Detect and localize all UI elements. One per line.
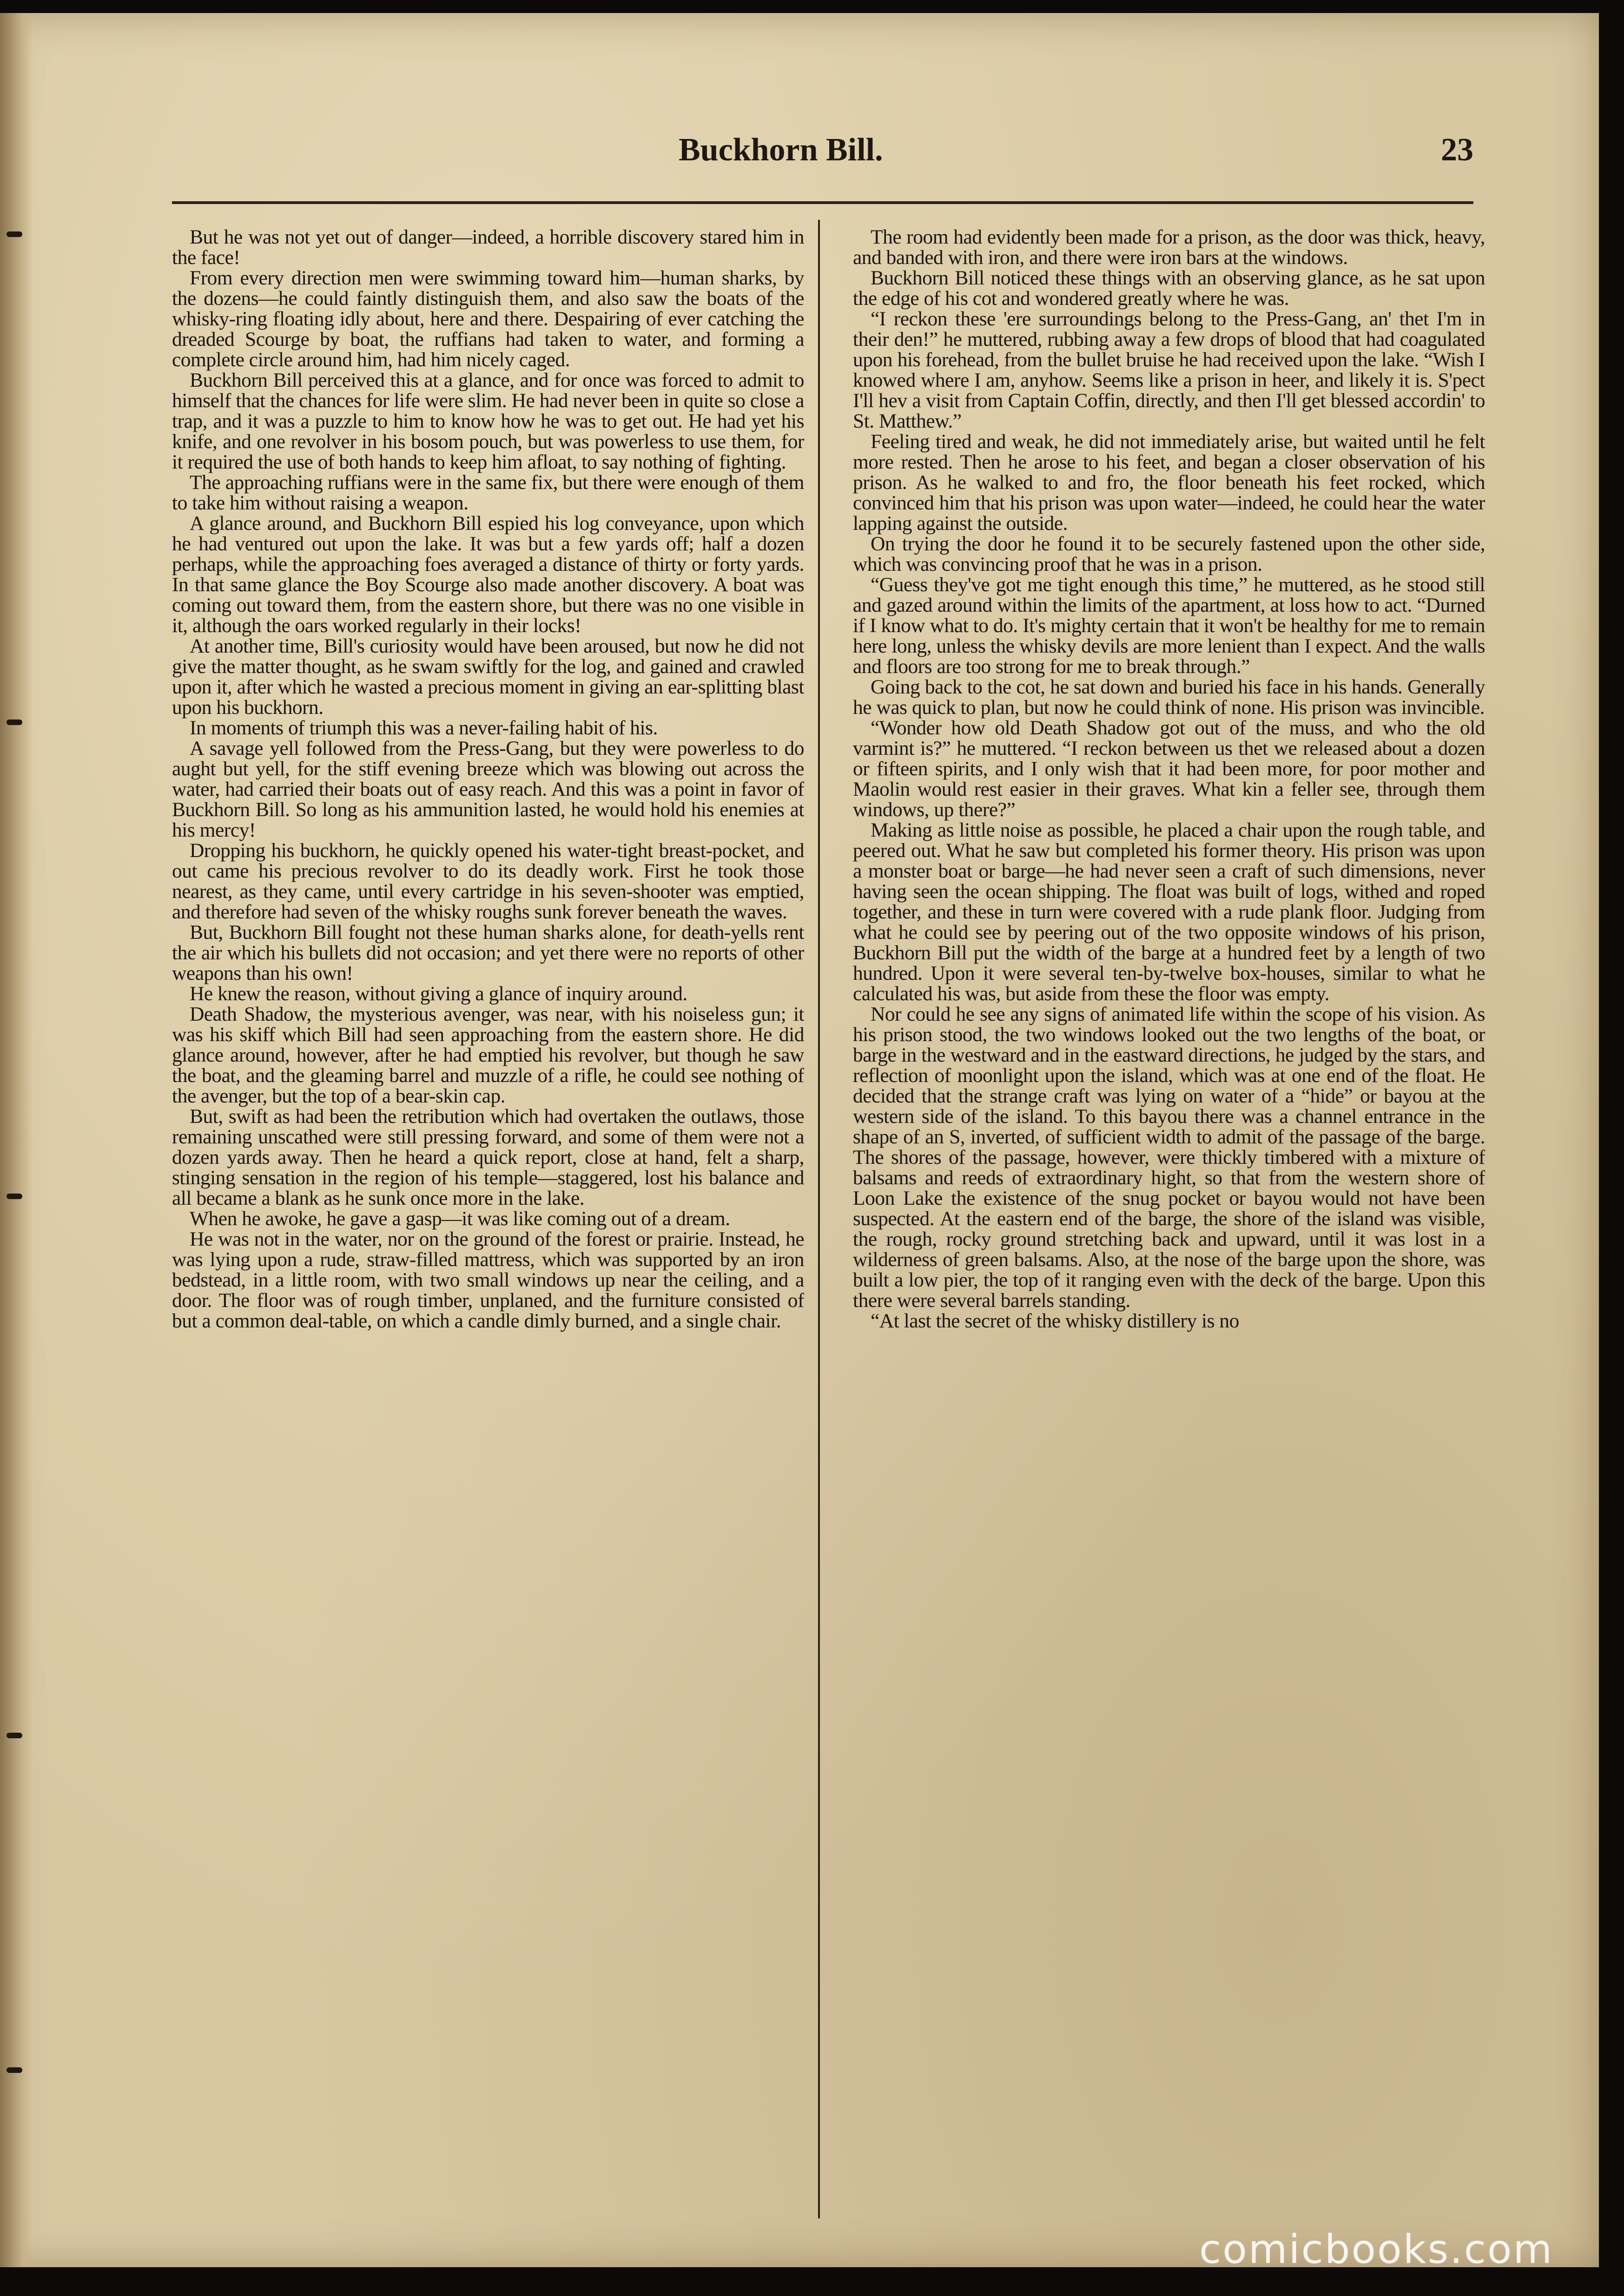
- paragraph: Making as little noise as possible, he placed a chair upon the rough table, and peered out. What he saw but completed his former theory. His prison was upon a monster boat or barge—he had never seen a craft of such dimensions, never having seen the ocean shipping. The float was built of logs, withed and roped together, and these in turn were covered with a rude plank floor. Judging from what he could see by peering out of the two opposite windows of his prison, Buckhorn Bill put the width of the barge at a hundred feet by a length of two hundred. Upon it were several ten-by-twelve box-houses, similar to what he calculated his was, but aside from these the floor was empty.: [853, 819, 1485, 1005]
- paragraph: Feeling tired and weak, he did not immediately arise, but waited until he felt more rested. Then he arose to his feet, and began a closer observation of his prison. As he walked to and fro, the floor beneath his feet rocked, which convinced him that his prison was upon water—indeed, he could hear the water lapping against the outside.: [853, 430, 1485, 534]
- paragraph: Nor could he see any signs of animated life within the scope of his vision. As his prison stood, the two windows looked out the two lengths of the boat, or barge in the westward and in the eastward directions, he judged by the stars, and reflection of moonlight upon the island, which was at one end of the float. He decided that the strange craft was lying on water of a “hide” or bayou at the western side of the island. To this bayou there was a channel entrance in the shape of an S, inverted, of sufficient width to admit of the passage of the barge. The shores of the passage, however, were thickly timbered with a mixture of balsams and reeds of extraordinary hight, so that from the western shore of Loon Lake the existence of the snug pocket or bayou would not have been suspected. At the eastern end of the barge, the shore of the island was visible, the rough, rocky ground stretching back and upward, until it was lost in a wilderness of green balsams. Also, at the nose of the barge upon the shore, was built a low pier, the top of it ranging even with the deck of the barge. Upon this there were several barrels standing.: [853, 1003, 1485, 1312]
- paragraph: Going back to the cot, he sat down and buried his face in his hands. Generally he was quick to plan, but now he could think of none. His prison was invincible.: [853, 676, 1485, 719]
- paragraph: “At last the secret of the whisky distillery is no: [871, 1310, 1239, 1332]
- paragraph: The approaching ruffians were in the same fix, but there were enough of them to take him without raising a weapon.: [172, 471, 804, 514]
- right-column: [853, 227, 1485, 2207]
- paragraph: But, Buckhorn Bill fought not these human sharks alone, for death-yells rent the air which his bullets did not occasion; and yet there were no reports of other weapons than his own!: [172, 921, 804, 984]
- binding-stitch: [7, 231, 22, 237]
- left-column: [172, 227, 804, 2207]
- book-page: [0, 13, 1599, 2267]
- page-header: [0, 132, 1599, 178]
- paragraph: When he awoke, he gave a gasp—it was like coming out of a dream.: [190, 1207, 730, 1230]
- running-title: Buckhorn Bill.: [679, 132, 883, 168]
- page-number: 23: [1441, 132, 1473, 168]
- binding-stitch: [7, 719, 22, 725]
- paragraph: “Wonder how old Death Shadow got out of the muss, and who the old varmint is?” he muttered. “I reckon between us thet we released about a dozen or fifteen spirits, and I only wish that it had been more, for poor mother and Maolin would rest easier in their graves. What kin a feller see, through them windows, up there?”: [853, 717, 1485, 821]
- paragraph: From every direction men were swimming toward him—human sharks, by the dozens—he could faintly distinguish them, and also saw the boats of the whisky-ring floating idly about, here and there. Despairing of ever catching the dreaded Scourge by boat, the ruffians had taken to water, and forming a complete circle around him, had him nicely caged.: [172, 267, 804, 371]
- column-divider: [818, 220, 820, 2218]
- paragraph: Buckhorn Bill perceived this at a glance, and for once was forced to admit to himself that the chances for life were slim. He had never been in quite so close a trap, and it was a puzzle to him to know how he was to get out. He had yet his knife, and one revolver in his bosom pouch, but was powerless to use them, for it required the use of both hands to keep him afloat, to say nothing of fighting.: [172, 369, 804, 473]
- paragraph: At another time, Bill's curiosity would have been aroused, but now he did not give the matter thought, as he swam swiftly for the log, and gained and crawled upon it, after which he wasted a precious moment in giving an ear-splitting blast upon his buckhorn.: [172, 635, 804, 719]
- paragraph: Buckhorn Bill noticed these things with an observing glance, as he sat upon the edge of his cot and wondered greatly where he was.: [853, 267, 1485, 310]
- binding-stitch: [7, 2067, 22, 2073]
- binding-edge: [0, 13, 33, 2267]
- paragraph: But he was not yet out of danger—indeed, a horrible discovery stared him in the face!: [172, 227, 804, 269]
- paragraph: He was not in the water, nor on the ground of the forest or prairie. Instead, he was lying upon a rude, straw-filled mattress, which was supported by an iron bedstead, in a little room, with two small windows up near the ceiling, and a door. The floor was of rough timber, unplaned, and the furniture consisted of but a common deal-table, on which a candle dimly burned, and a single chair.: [172, 1228, 804, 1332]
- paragraph: A glance around, and Buckhorn Bill espied his log conveyance, upon which he had ventured out upon the lake. It was but a few yards off; half a dozen perhaps, while the approaching foes averaged a distance of thirty or forty yards. In that same glance the Boy Scourge also made another discovery. A boat was coming out toward them, from the eastern shore, but there was no one visible in it, although the oars worked regularly in their locks!: [172, 512, 804, 637]
- paragraph: “Guess they've got me tight enough this time,” he muttered, as he stood still and gazed around within the limits of the apartment, at loss how to act. “Durned if I know what to do. It's mighty certain that it won't be healthy for me to remain here long, unless the whisky devils are more lenient than I expect. And the walls and floors are too strong for me to break through.”: [853, 574, 1485, 678]
- paragraph: A savage yell followed from the Press-Gang, but they were powerless to do aught but yell, for the stiff evening breeze which was blowing out across the water, had carried their boats out of easy reach. And this was a point in favor of Buckhorn Bill. So long as his ammunition lasted, he would hold his enemies at his mercy!: [172, 737, 804, 841]
- paragraph: Dropping his buckhorn, he quickly opened his water-tight breast-pocket, and out came his precious revolver to do its deadly work. First he took those nearest, as they came, until every cartridge in his seven-shooter was emptied, and therefore had seven of the whisky roughs sunk forever beneath the waves.: [172, 839, 804, 923]
- binding-stitch: [7, 1733, 22, 1738]
- paragraph: He knew the reason, without giving a glance of inquiry around.: [190, 983, 687, 1005]
- paragraph: On trying the door he found it to be securely fastened upon the other side, which was convincing proof that he was in a prison.: [853, 533, 1485, 575]
- paragraph: In moments of triumph this was a never-failing habit of his.: [190, 717, 658, 739]
- paragraph: “I reckon these 'ere surroundings belong to the Press-Gang, an' thet I'm in their den!” he muttered, rubbing away a few drops of blood that had coagulated upon his forehead, from the bullet bruise he had received upon the lake. “Wish I knowed where I am, anyhow. Seems like a prison in heer, and likely it is. S'pect I'll hev a visit from Captain Coffin, directly, and then I'll get blessed accordin' to St. Matthew.”: [853, 308, 1485, 432]
- paragraph: Death Shadow, the mysterious avenger, was near, with his noiseless gun; it was his skiff which Bill had seen approaching from the eastern shore. He did glance around, however, after he had emptied his revolver, but though he saw the boat, and the gleaming barrel and muzzle of a rifle, he could see nothing of the avenger, but the top of a bear-skin cap.: [172, 1003, 804, 1107]
- watermark: comicbooks.com: [1199, 2226, 1554, 2273]
- header-rule: [172, 201, 1473, 204]
- paragraph: But, swift as had been the retribution which had overtaken the outlaws, those remaining unscathed were still pressing forward, and some of them were not a dozen yards away. Then he heard a quick report, close at hand, felt a sharp, stinging sensation in the region of his temple—staggered, lost his balance and all became a blank as he sunk once more in the lake.: [172, 1105, 804, 1209]
- binding-stitch: [7, 1194, 22, 1199]
- paragraph: The room had evidently been made for a prison, as the door was thick, heavy, and banded with iron, and there were iron bars at the windows.: [853, 227, 1485, 269]
